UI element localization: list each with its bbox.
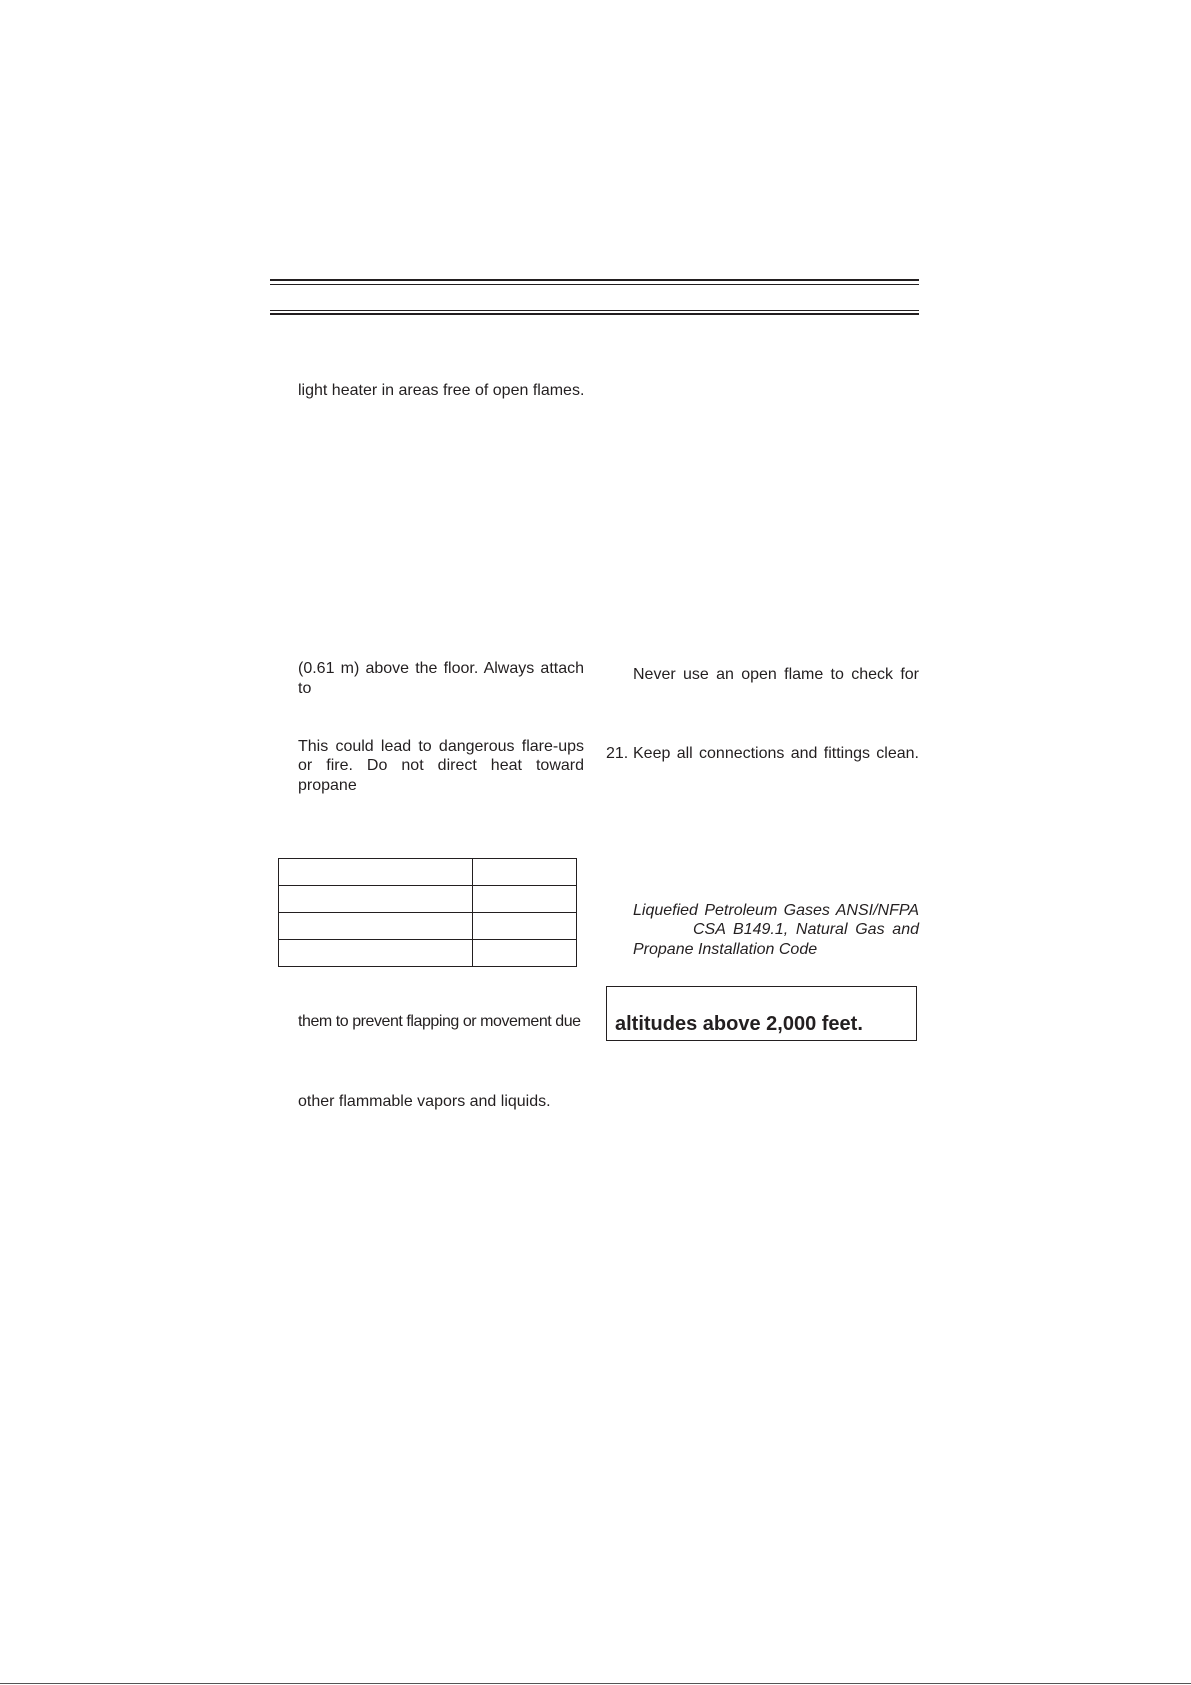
left-line-vapors: other flammable vapors and liquids. xyxy=(298,1093,551,1110)
table-row xyxy=(279,913,577,940)
left-line-open-flames: light heater in areas free of open flames. xyxy=(298,382,585,399)
table-row xyxy=(279,940,577,967)
header-rule-bottom-1 xyxy=(270,310,919,311)
altitude-notice-text: altitudes above 2,000 feet. xyxy=(615,1013,863,1035)
codes-line-3: Propane Installation Code xyxy=(633,941,818,958)
table-cell xyxy=(473,859,577,886)
right-line-open-flame-check: Never use an open flame to check for xyxy=(633,666,919,683)
table-cell xyxy=(279,913,473,940)
left-line-flapping: them to prevent flapping or movement due xyxy=(298,1013,581,1030)
codes-line-1: Liquefied Petroleum Gases ANSI/NFPA xyxy=(633,902,919,919)
table-cell xyxy=(473,886,577,913)
left-line-propane: or fire. Do not direct heat toward propane xyxy=(298,757,584,794)
header-rule-top-2 xyxy=(270,284,919,285)
item-21-number: 21. xyxy=(606,745,629,762)
table-cell xyxy=(279,940,473,967)
page-bottom-edge xyxy=(0,1683,1191,1684)
table-row xyxy=(279,859,577,886)
table-row xyxy=(279,886,577,913)
header-rule-bottom-2 xyxy=(270,313,919,315)
item-21-text: Keep all connections and fittings clean. xyxy=(633,745,919,762)
header-rule-top-1 xyxy=(270,279,919,281)
table-cell xyxy=(473,913,577,940)
specification-table xyxy=(278,858,577,967)
table-cell xyxy=(279,886,473,913)
left-line-flareups: This could lead to dangerous flare-ups xyxy=(298,738,584,755)
left-line-floor: (0.61 m) above the floor. Always attach to xyxy=(298,660,584,697)
codes-line-2: CSA B149.1, Natural Gas and xyxy=(693,921,919,938)
table-cell xyxy=(279,859,473,886)
table-cell xyxy=(473,940,577,967)
altitude-notice-box xyxy=(606,986,917,1041)
